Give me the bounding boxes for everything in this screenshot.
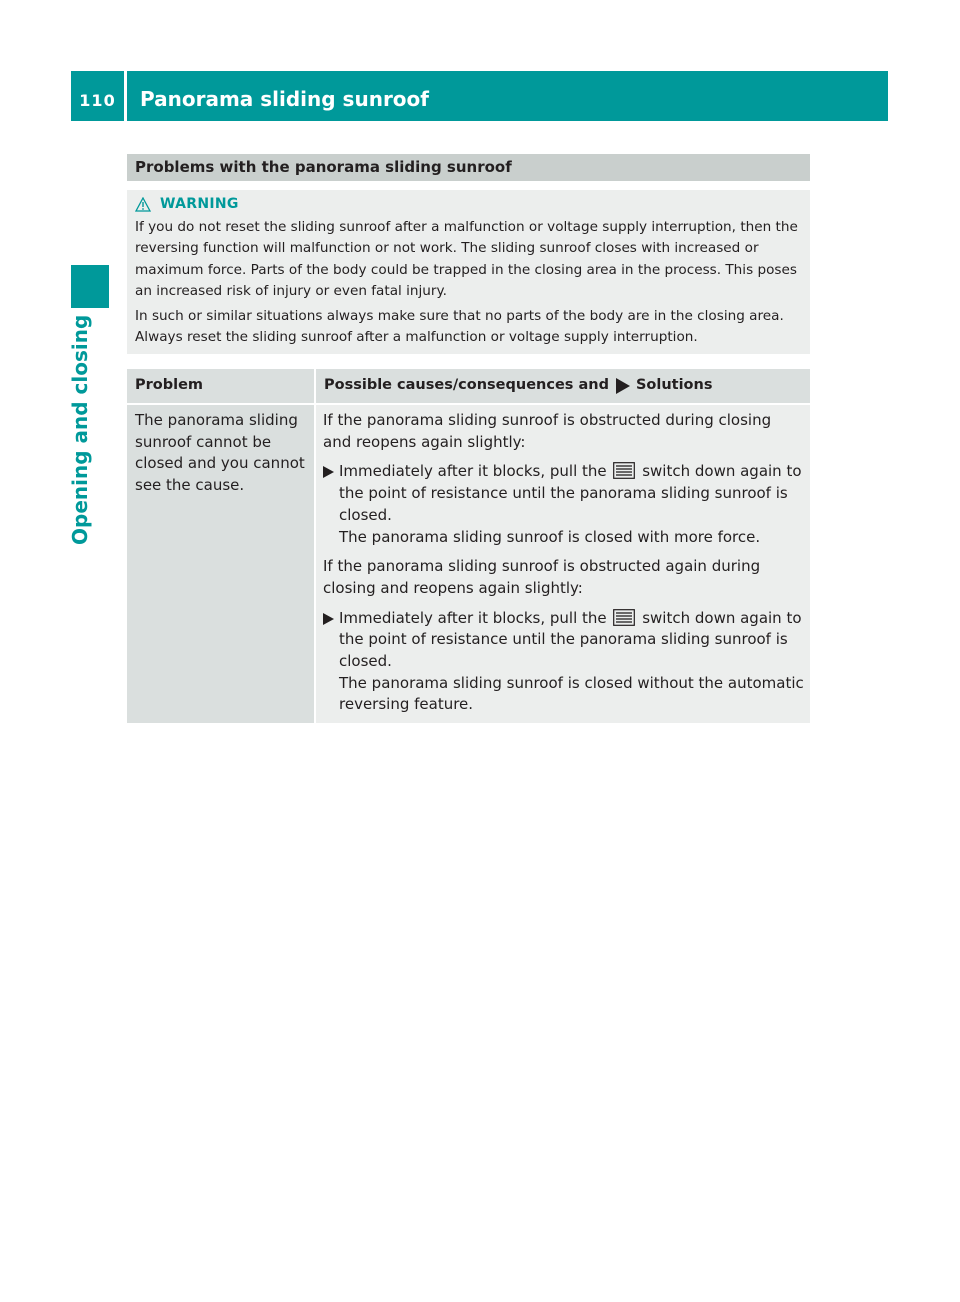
solution-intro: If the panorama sliding sunroof is obstructed during closing and reopens again slightly:	[323, 411, 772, 451]
solution-step	[323, 608, 804, 717]
section-heading: Problems with the panorama sliding sunroof	[127, 154, 810, 181]
step-result: The panorama sliding sunroof is closed with more force.	[339, 527, 761, 546]
page-number: 110	[79, 91, 116, 110]
step-text-before: Immediately after it blocks, pull the	[339, 608, 607, 627]
action-arrow-icon	[616, 378, 630, 394]
table-cell-solution	[316, 405, 810, 723]
warning-title	[135, 194, 803, 216]
solution-intro: If the panorama sliding sunroof is obstructed again during closing and reopens again slightly:	[323, 557, 761, 597]
page-title: Panorama sliding sunroof	[140, 87, 429, 111]
step-result: The panorama sliding sunroof is closed without the automatic reversing feature.	[339, 673, 804, 714]
warning-title-text: WARNING	[160, 196, 239, 212]
warning-box	[127, 190, 810, 354]
table-cell-problem: The panorama sliding sunroof cannot be closed and you cannot see the cause.	[127, 405, 314, 723]
header-divider	[124, 71, 127, 121]
step-text-before: Immediately after it blocks, pull the	[339, 462, 607, 481]
table-header-problem: Problem	[127, 369, 314, 403]
table-header-causes	[316, 369, 810, 403]
warning-paragraph: In such or similar situations always make sure that no parts of the body are in the closing area. Always reset the sliding sunroof after a malfunction or voltage supply interruption.	[135, 307, 784, 345]
solution-step	[323, 461, 804, 548]
sunroof-switch-icon	[613, 609, 635, 626]
action-arrow-icon	[323, 466, 334, 478]
chapter-label: Opening and closing	[68, 314, 92, 545]
warning-paragraph: If you do not reset the sliding sunroof after a malfunction or voltage supply interruption, then the reversing function will malfunction or not work. The sliding sunroof closes with increased or maximum force. Parts of the body could be trapped in the closing area in the process. This poses an increased risk of injury or even fatal injury.	[135, 218, 798, 299]
sunroof-switch-icon	[613, 462, 635, 479]
step-text-after: switch down again to the point of resistance until the panorama sliding sunroof is closed.	[339, 608, 802, 671]
step-text-after: switch down again to the point of resistance until the panorama sliding sunroof is closed.	[339, 462, 802, 524]
warning-triangle-icon	[135, 197, 151, 212]
action-arrow-icon	[323, 613, 334, 625]
table-header-solutions-label: Solutions	[635, 377, 713, 393]
table-header-causes-label: Possible causes/consequences and	[324, 377, 609, 393]
